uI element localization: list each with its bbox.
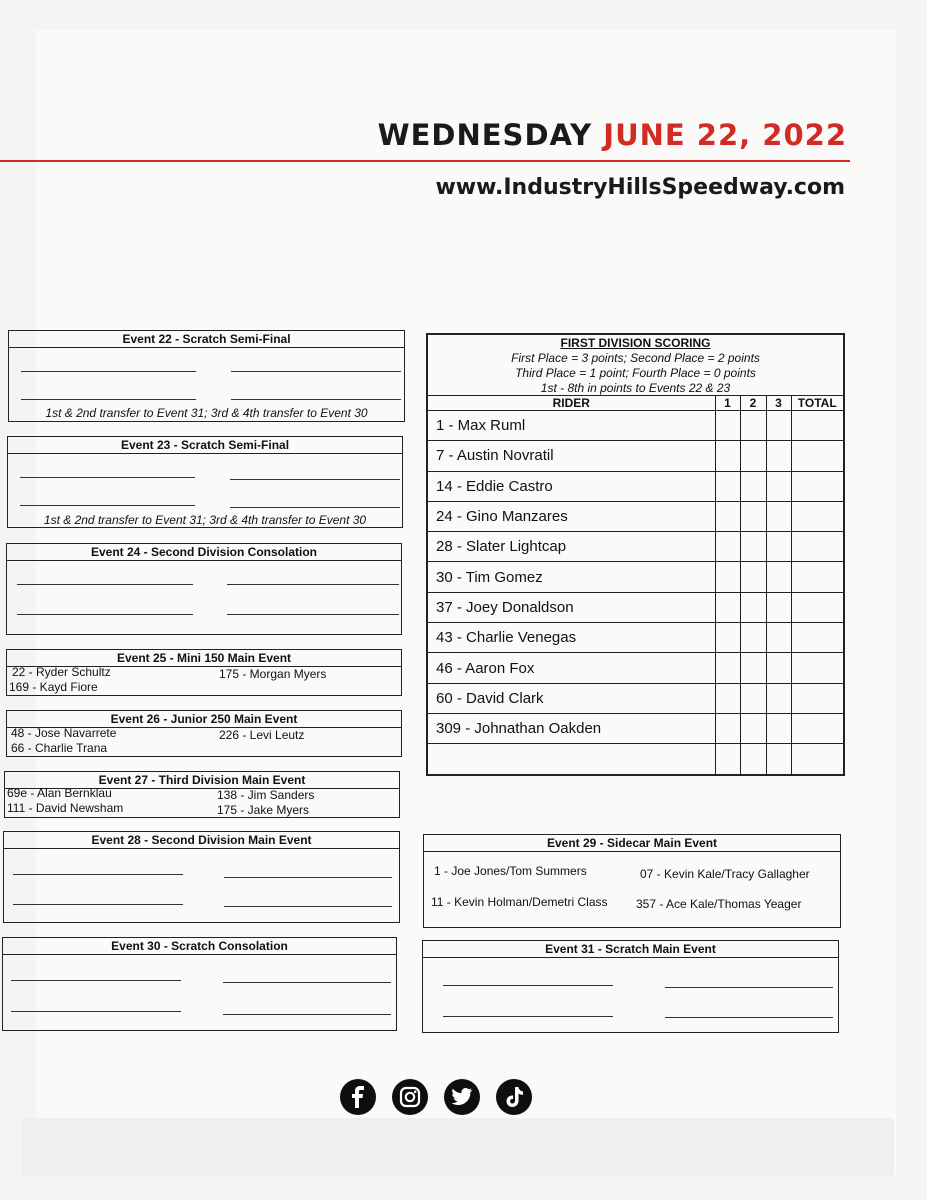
result-line[interactable] — [13, 874, 183, 875]
first-division-scoring — [426, 333, 845, 776]
entry: 1 - Joe Jones/Tom Summers — [434, 864, 587, 878]
rider-name: 28 - Slater Lightcap — [428, 532, 715, 562]
entry: 138 - Jim Sanders — [217, 788, 315, 802]
rider-row — [428, 653, 843, 683]
heat-1-cell[interactable] — [715, 411, 740, 441]
event-25-title: Event 25 - Mini 150 Main Event — [7, 650, 401, 667]
heat-3-cell[interactable] — [766, 653, 791, 683]
rider-name: 60 - David Clark — [428, 683, 715, 713]
result-line[interactable] — [443, 1016, 613, 1017]
heat-3-cell[interactable] — [766, 441, 791, 471]
entry: 66 - Charlie Trana — [11, 741, 108, 755]
result-line[interactable] — [20, 477, 195, 478]
total-cell[interactable] — [791, 744, 843, 774]
result-line[interactable] — [665, 987, 833, 988]
heat-2-cell[interactable] — [740, 592, 766, 622]
result-line[interactable] — [224, 877, 392, 878]
result-line[interactable] — [11, 1011, 181, 1012]
heat-3-cell[interactable] — [766, 683, 791, 713]
event-27-box — [4, 771, 400, 818]
heat-2-cell[interactable] — [740, 683, 766, 713]
rider-name — [428, 744, 715, 774]
event-28-box — [3, 831, 400, 923]
heat-1-cell[interactable] — [715, 441, 740, 471]
result-line[interactable] — [227, 614, 399, 615]
entry: 48 - Jose Navarrete — [11, 726, 117, 740]
event-24-title: Event 24 - Second Division Consolation — [7, 544, 401, 561]
total-cell[interactable] — [791, 562, 843, 592]
result-line[interactable] — [21, 371, 196, 372]
heat-3-cell[interactable] — [766, 744, 791, 774]
heat-2-cell[interactable] — [740, 411, 766, 441]
heat-1-cell[interactable] — [715, 562, 740, 592]
event-date-heading — [378, 118, 847, 152]
heat-3-cell[interactable] — [766, 592, 791, 622]
event-29-title: Event 29 - Sidecar Main Event — [424, 835, 840, 852]
total-cell[interactable] — [791, 532, 843, 562]
event-25-box — [6, 649, 402, 696]
rider-row — [428, 532, 843, 562]
rider-row — [428, 713, 843, 743]
heat-3-cell[interactable] — [766, 471, 791, 501]
result-line[interactable] — [227, 584, 399, 585]
total-cell[interactable] — [791, 592, 843, 622]
heat-3-cell[interactable] — [766, 623, 791, 653]
total-cell[interactable] — [791, 471, 843, 501]
entry: 175 - Jake Myers — [217, 803, 310, 817]
rider-name: 309 - Johnathan Oakden — [428, 713, 715, 743]
result-line[interactable] — [17, 614, 193, 615]
result-line[interactable] — [223, 982, 391, 983]
event-23-title: Event 23 - Scratch Semi-Final — [8, 437, 402, 454]
result-line[interactable] — [224, 906, 392, 907]
result-line[interactable] — [443, 985, 613, 986]
total-cell[interactable] — [791, 713, 843, 743]
entry: 175 - Morgan Myers — [219, 667, 327, 681]
result-line[interactable] — [223, 1014, 391, 1015]
event-22-title: Event 22 - Scratch Semi-Final — [9, 331, 404, 348]
event-23-note: 1st & 2nd transfer to Event 31; 3rd & 4th transfer to Event 30 — [43, 513, 367, 527]
scoring-header — [428, 335, 843, 396]
total-cell[interactable] — [791, 411, 843, 441]
social-icons — [340, 1079, 532, 1115]
heat-1-cell[interactable] — [715, 501, 740, 531]
event-24-box — [6, 543, 402, 635]
total-cell[interactable] — [791, 441, 843, 471]
rider-name: 1 - Max Ruml — [428, 411, 715, 441]
rider-name: 37 - Joey Donaldson — [428, 592, 715, 622]
rider-row — [428, 471, 843, 501]
rider-row — [428, 411, 843, 441]
header-rule — [0, 160, 850, 162]
scoring-table — [428, 396, 843, 774]
rider-row — [428, 744, 843, 774]
heat-3-cell[interactable] — [766, 411, 791, 441]
event-29-box — [423, 834, 841, 928]
result-line[interactable] — [231, 399, 401, 400]
heat-2-cell[interactable] — [740, 471, 766, 501]
rider-row — [428, 623, 843, 653]
twitter-icon[interactable] — [444, 1079, 480, 1115]
rider-name: 43 - Charlie Venegas — [428, 623, 715, 653]
heat-2-column-header: 2 — [740, 396, 766, 411]
heat-2-cell[interactable] — [740, 713, 766, 743]
heat-3-cell[interactable] — [766, 501, 791, 531]
entry: 11 - Kevin Holman/Demetri Class — [431, 895, 608, 909]
event-31-box — [422, 940, 839, 1033]
result-line[interactable] — [230, 479, 400, 480]
footer-band — [22, 1118, 894, 1176]
tiktok-icon[interactable] — [496, 1079, 532, 1115]
website-link[interactable]: www.IndustryHillsSpeedway.com — [435, 175, 845, 200]
entry: 69e - Alan Bernklau — [7, 786, 112, 800]
rider-row — [428, 441, 843, 471]
entry: 22 - Ryder Schultz — [12, 665, 111, 679]
result-line[interactable] — [231, 371, 401, 372]
result-line[interactable] — [20, 505, 195, 506]
total-column-header: TOTAL — [791, 396, 843, 411]
heat-3-cell[interactable] — [766, 562, 791, 592]
heat-1-cell[interactable] — [715, 592, 740, 622]
heat-1-cell[interactable] — [715, 713, 740, 743]
rider-name: 7 - Austin Novratil — [428, 441, 715, 471]
total-cell[interactable] — [791, 653, 843, 683]
heat-1-cell[interactable] — [715, 623, 740, 653]
event-26-box — [6, 710, 402, 757]
heat-2-cell[interactable] — [740, 653, 766, 683]
heat-3-cell[interactable] — [766, 532, 791, 562]
event-30-box — [2, 937, 397, 1031]
result-line[interactable] — [17, 584, 193, 585]
heat-2-cell[interactable] — [740, 744, 766, 774]
scoring-rule: First Place = 3 points; Second Place = 2 points — [511, 351, 760, 365]
scoring-rule: 1st - 8th in points to Events 22 & 23 — [540, 381, 731, 395]
event-26-title: Event 26 - Junior 250 Main Event — [7, 711, 401, 728]
event-31-title: Event 31 - Scratch Main Event — [423, 941, 838, 958]
facebook-icon[interactable] — [340, 1079, 376, 1115]
heat-1-column-header: 1 — [715, 396, 740, 411]
event-27-title: Event 27 - Third Division Main Event — [5, 772, 399, 789]
result-line[interactable] — [13, 904, 183, 905]
rider-row — [428, 683, 843, 713]
heat-1-cell[interactable] — [715, 744, 740, 774]
total-cell[interactable] — [791, 501, 843, 531]
day-label: WEDNESDAY — [377, 118, 593, 152]
total-cell[interactable] — [791, 623, 843, 653]
heat-2-cell[interactable] — [740, 623, 766, 653]
heat-1-cell[interactable] — [715, 683, 740, 713]
scoring-rule: Third Place = 1 point; Fourth Place = 0 points — [515, 366, 756, 380]
entry: 169 - Kayd Fiore — [9, 680, 98, 694]
event-22-box — [8, 330, 405, 422]
heat-3-column-header: 3 — [766, 396, 791, 411]
heat-1-cell[interactable] — [715, 653, 740, 683]
result-line[interactable] — [21, 399, 196, 400]
entry: 357 - Ace Kale/Thomas Yeager — [636, 897, 802, 911]
instagram-icon[interactable] — [392, 1079, 428, 1115]
date-label: JUNE 22, 2022 — [603, 118, 847, 152]
entry: 226 - Levi Leutz — [219, 728, 305, 742]
event-28-title: Event 28 - Second Division Main Event — [4, 832, 399, 849]
heat-2-cell[interactable] — [740, 562, 766, 592]
result-line[interactable] — [230, 507, 400, 508]
result-line[interactable] — [665, 1017, 833, 1018]
heat-1-cell[interactable] — [715, 471, 740, 501]
heat-2-cell[interactable] — [740, 532, 766, 562]
event-23-box — [7, 436, 403, 528]
rider-name: 30 - Tim Gomez — [428, 562, 715, 592]
event-22-note: 1st & 2nd transfer to Event 31; 3rd & 4th transfer to Event 30 — [45, 406, 368, 420]
table-header-row — [428, 396, 843, 411]
heat-2-cell[interactable] — [740, 441, 766, 471]
entry: 07 - Kevin Kale/Tracy Gallagher — [640, 867, 810, 881]
total-cell[interactable] — [791, 683, 843, 713]
rider-row — [428, 592, 843, 622]
rider-column-header: RIDER — [428, 396, 715, 411]
heat-2-cell[interactable] — [740, 501, 766, 531]
rider-row — [428, 562, 843, 592]
rider-name: 14 - Eddie Castro — [428, 471, 715, 501]
scoring-title: FIRST DIVISION SCORING — [560, 336, 711, 350]
rider-row — [428, 501, 843, 531]
event-30-title: Event 30 - Scratch Consolation — [3, 938, 396, 955]
heat-1-cell[interactable] — [715, 532, 740, 562]
rider-name: 46 - Aaron Fox — [428, 653, 715, 683]
result-line[interactable] — [11, 980, 181, 981]
entry: 111 - David Newsham — [7, 801, 124, 815]
heat-3-cell[interactable] — [766, 713, 791, 743]
rider-name: 24 - Gino Manzares — [428, 501, 715, 531]
